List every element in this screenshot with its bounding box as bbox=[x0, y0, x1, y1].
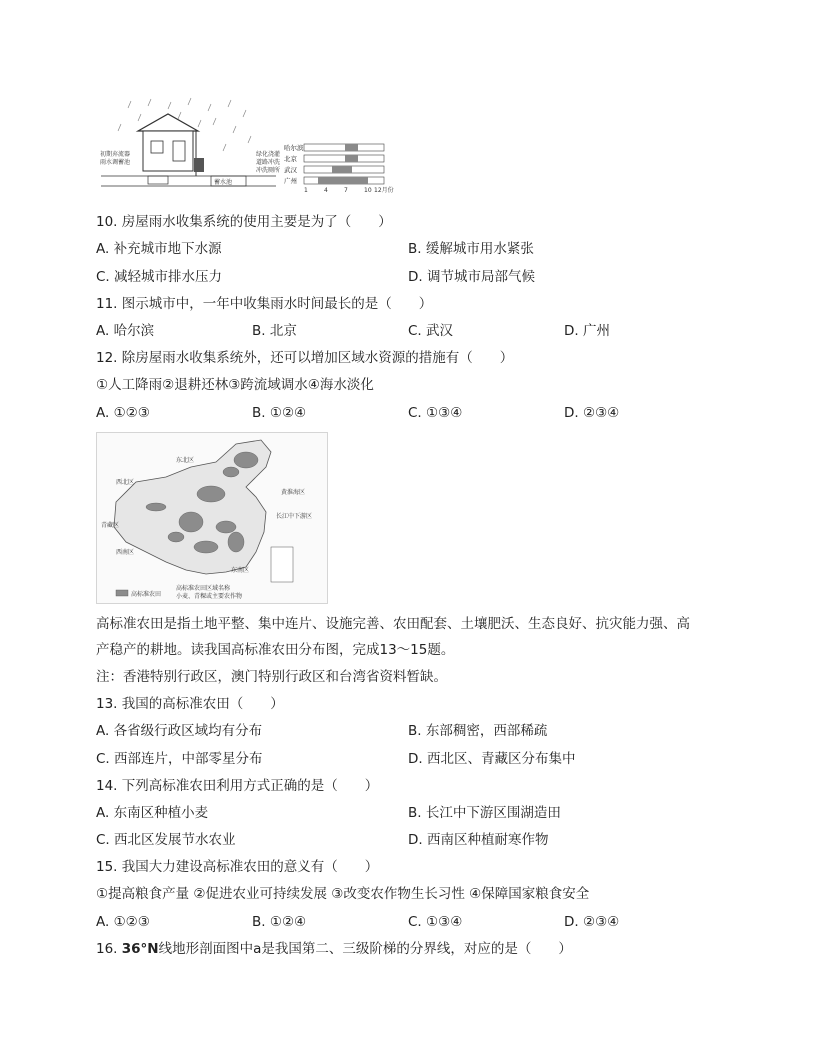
q14-option-d[interactable]: D. 西南区种植耐寒作物 bbox=[408, 832, 549, 848]
region-northeast: 东北区 bbox=[176, 457, 195, 464]
q10-stem: 10. 房屋雨水收集系统的使用主要是为了（ ） bbox=[96, 214, 392, 230]
q10-option-d[interactable]: D. 调节城市局部气候 bbox=[408, 269, 535, 285]
house-label-4: 绿化浇灌 bbox=[256, 151, 281, 158]
q15-option-d[interactable]: D. ②③④ bbox=[564, 914, 620, 930]
month-tick-1: 1 bbox=[304, 187, 308, 194]
month-tick-4: 4 bbox=[324, 187, 328, 194]
region-southwest: 西南区 bbox=[116, 549, 135, 556]
bar-harbin bbox=[345, 144, 358, 151]
q14-stem: 14. 下列高标准农田利用方式正确的是（ ） bbox=[96, 778, 379, 794]
house-label-6: 冲洗厕所 bbox=[256, 167, 281, 174]
month-tick-12: 12月份 bbox=[374, 187, 394, 194]
bar-beijing bbox=[345, 155, 358, 162]
region-qingzang: 青藏区 bbox=[101, 522, 120, 529]
q12-option-a[interactable]: A. ①②③ bbox=[96, 405, 150, 421]
city-label-harbin: 哈尔滨 bbox=[284, 144, 304, 152]
q11-option-b[interactable]: B. 北京 bbox=[252, 323, 297, 339]
legend-farmland: 高标准农田 bbox=[131, 591, 162, 598]
region-southeast: 东南区 bbox=[231, 567, 250, 574]
q15-option-c[interactable]: C. ①③④ bbox=[408, 914, 463, 930]
q13-option-d[interactable]: D. 西北区、青藏区分布集中 bbox=[408, 751, 576, 767]
q15-stem: 15. 我国大力建设高标准农田的意义有（ ） bbox=[96, 859, 379, 875]
intro-note: 注：香港特别行政区，澳门特别行政区和台湾省资料暂缺。 bbox=[96, 669, 447, 685]
q12-option-d[interactable]: D. ②③④ bbox=[564, 405, 620, 421]
q13-option-a[interactable]: A. 各省级行政区域均有分布 bbox=[96, 723, 263, 739]
city-label-guangzhou: 广州 bbox=[284, 177, 297, 185]
q11-option-c[interactable]: C. 武汉 bbox=[408, 323, 454, 339]
q15-option-a[interactable]: A. ①②③ bbox=[96, 914, 150, 930]
q12-stem: 12. 除房屋雨水收集系统外，还可以增加区域水资源的措施有（ ） bbox=[96, 350, 514, 366]
q14-option-b[interactable]: B. 长江中下游区围湖造田 bbox=[408, 805, 561, 821]
city-label-beijing: 北京 bbox=[284, 155, 297, 163]
q12-option-b[interactable]: B. ①②④ bbox=[252, 405, 307, 421]
region-northwest: 西北区 bbox=[116, 479, 135, 486]
region-huanghuaihai: 黄淮海区 bbox=[281, 489, 306, 496]
legend-region-name: 高标准农田区域名称 bbox=[176, 585, 231, 592]
house-label-1: 初期弃流器 bbox=[100, 151, 131, 158]
q14-option-c[interactable]: C. 西北区发展节水农业 bbox=[96, 832, 236, 848]
q12-option-c[interactable]: C. ①③④ bbox=[408, 405, 463, 421]
q16-stem-text: 线地形剖面图中a是我国第二、三级阶梯的分界线，对应的是（ ） bbox=[158, 941, 572, 957]
legend-crops: 小麦、青稞或主要农作物 bbox=[176, 593, 243, 600]
q13-option-c[interactable]: C. 西部连片，中部零星分布 bbox=[96, 751, 263, 767]
rainy-months-chart bbox=[284, 143, 394, 194]
month-tick-7: 7 bbox=[344, 187, 348, 194]
china-farmland-map bbox=[96, 432, 328, 604]
q16-latitude: 36°N bbox=[121, 941, 159, 957]
q13-option-b[interactable]: B. 东部稠密，西部稀疏 bbox=[408, 723, 548, 739]
month-tick-10: 10 bbox=[364, 187, 372, 194]
q12-items: ①人工降雨②退耕还林③跨流域调水④海水淡化 bbox=[96, 377, 374, 393]
bar-guangzhou bbox=[318, 177, 368, 184]
region-changjiang: 长江中下游区 bbox=[276, 513, 313, 520]
house-label-5: 道路冲洗 bbox=[256, 159, 281, 166]
q11-stem: 11. 图示城市中，一年中收集雨水时间最长的是（ ） bbox=[96, 296, 433, 312]
q15-option-b[interactable]: B. ①②④ bbox=[252, 914, 307, 930]
q16-stem bbox=[96, 940, 572, 958]
house-label-2: 雨水调蓄池 bbox=[100, 159, 131, 166]
q10-option-b[interactable]: B. 缓解城市用水紧张 bbox=[408, 241, 534, 257]
intro-line-1: 高标准农田是指土地平整、集中连片、设施完善、农田配套、土壤肥沃、生态良好、抗灾能力强、高 bbox=[96, 616, 690, 632]
rainwater-collection-figure bbox=[96, 96, 396, 196]
q14-option-a[interactable]: A. 东南区种植小麦 bbox=[96, 805, 209, 821]
city-label-wuhan: 武汉 bbox=[284, 166, 297, 174]
q11-option-a[interactable]: A. 哈尔滨 bbox=[96, 323, 155, 339]
q16-number: 16. bbox=[96, 941, 122, 957]
intro-line-2: 产稳产的耕地。读我国高标准农田分布图，完成13～15题。 bbox=[96, 642, 455, 658]
q11-option-d[interactable]: D. 广州 bbox=[564, 323, 610, 339]
q10-option-a[interactable]: A. 补充城市地下水源 bbox=[96, 241, 222, 257]
q10-option-c[interactable]: C. 减轻城市排水压力 bbox=[96, 269, 223, 285]
q13-stem: 13. 我国的高标准农田（ ） bbox=[96, 696, 284, 712]
q15-items: ①提高粮食产量 ②促进农业可持续发展 ③改变农作物生长习性 ④保障国家粮食安全 bbox=[96, 886, 590, 902]
svg-text:蓄水池: 蓄水池 bbox=[214, 179, 233, 186]
bar-wuhan bbox=[332, 166, 352, 173]
